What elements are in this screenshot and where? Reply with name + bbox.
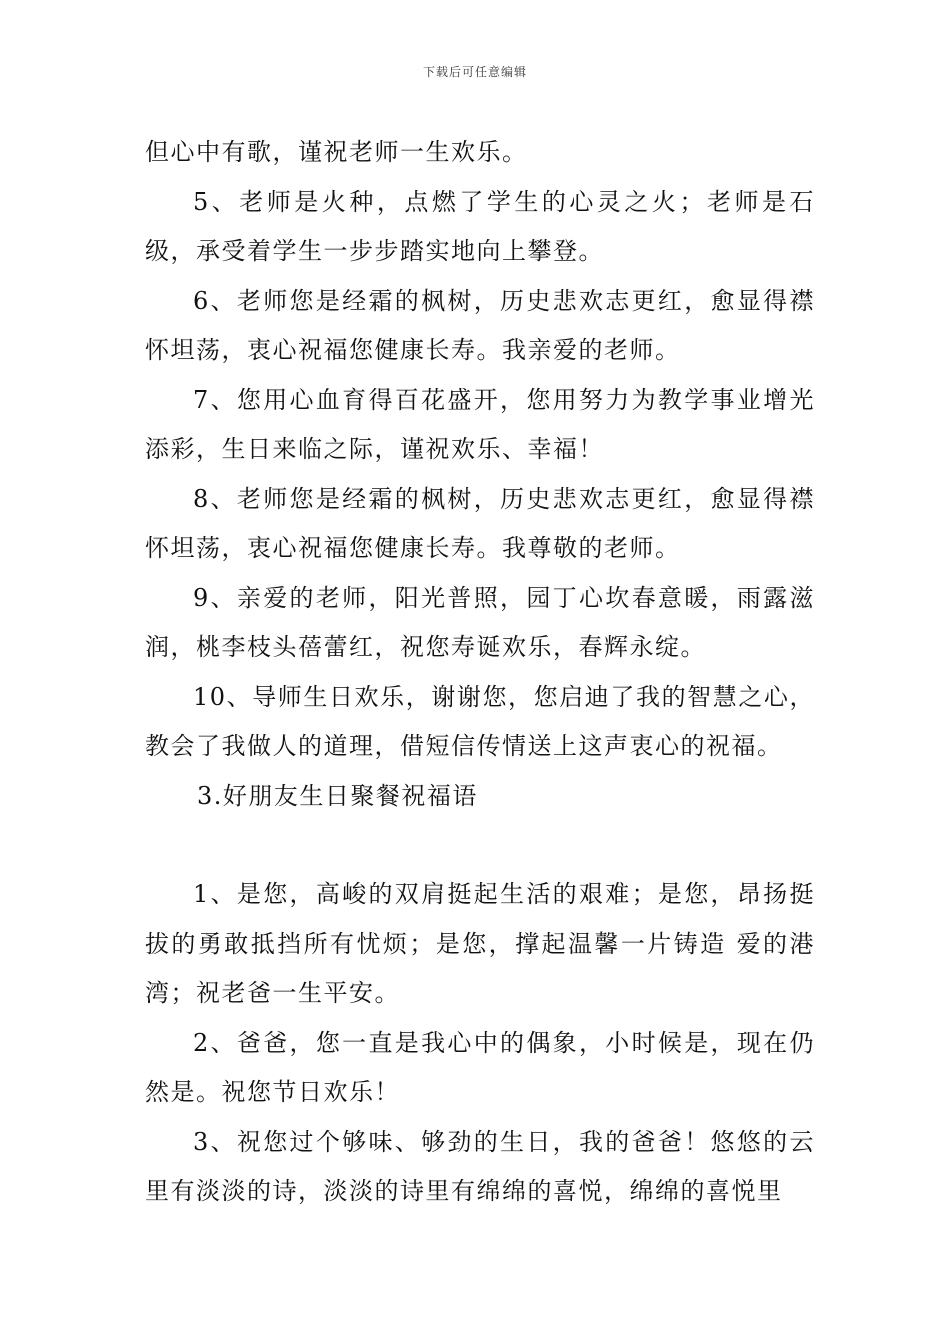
document-body (145, 128, 815, 1217)
paragraph-item-5: 5、老师是火种，点燃了学生的心灵之火；老师是石级，承受着学生一步步踏实地向上攀登。 (145, 187, 815, 265)
paragraph-item-8: 8、老师您是经霜的枫树，历史悲欢志更红，愈显得襟怀坦荡，衷心祝福您健康长寿。我尊敬的老师。 (145, 484, 815, 562)
section-heading: 3.好朋友生日聚餐祝福语 (197, 781, 478, 810)
paragraph-item-9: 9、亲爱的老师，阳光普照，园丁心坎春意暖，雨露滋润，桃李枝头蓓蕾红，祝您寿诞欢乐，春辉永绽。 (145, 583, 815, 661)
paragraph-item-7: 7、您用心血育得百花盛开，您用努力为教学事业增光添彩，生日来临之际，谨祝欢乐、幸福！ (145, 385, 815, 463)
section-paragraph-3: 3、祝您过个够味、够劲的生日，我的爸爸！悠悠的云里有淡淡的诗，淡淡的诗里有绵绵的喜悦，绵绵的喜悦里 (145, 1127, 815, 1205)
paragraph-item-6: 6、老师您是经霜的枫树，历史悲欢志更红，愈显得襟怀坦荡，衷心祝福您健康长寿。我亲爱的老师。 (145, 286, 815, 364)
section-paragraph-1: 1、是您，高峻的双肩挺起生活的艰难；是您，昂扬挺拔的勇敢抵挡所有忧烦；是您，撑起温馨一片铸造 爱的港湾；祝老爸一生平安。 (145, 880, 815, 1007)
page-header: 下载后可任意编辑 (422, 65, 527, 79)
paragraph-continuation: 但心中有歌，谨祝老师一生欢乐。 (145, 138, 528, 166)
paragraph-item-10: 10、导师生日欢乐，谢谢您，您启迪了我的智慧之心，教会了我做人的道理，借短信传情送上这声衷心的祝福。 (145, 682, 815, 760)
section-paragraph-2: 2、爸爸，您一直是我心中的偶象，小时候是，现在仍然是。祝您节日欢乐！ (145, 1028, 815, 1106)
blank-line (145, 821, 815, 870)
